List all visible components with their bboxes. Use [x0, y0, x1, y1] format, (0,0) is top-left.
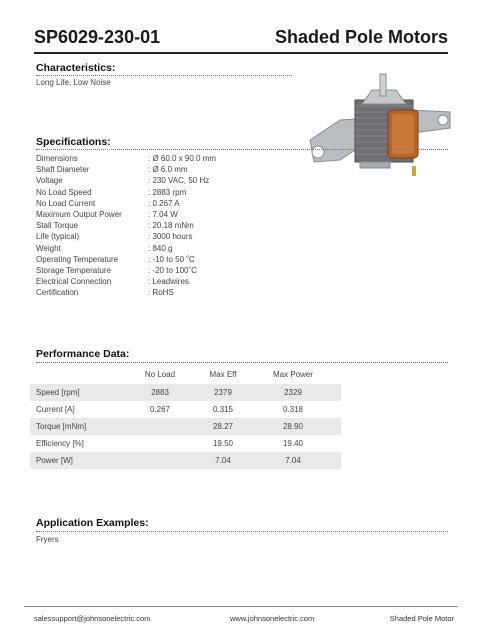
table-cell: 0.315 — [212, 405, 234, 414]
spec-row — [36, 154, 296, 165]
spec-row — [36, 221, 296, 232]
specifications-heading: Specifications: — [36, 136, 111, 148]
table-cell: 28.90 — [282, 422, 304, 431]
spec-value: : RoHS — [148, 288, 174, 298]
table-cell: 2883 — [151, 388, 169, 397]
product-category: Shaded Pole Motors — [274, 27, 448, 47]
header-divider — [34, 52, 448, 54]
spec-label: Shaft Diameter — [36, 165, 90, 175]
spec-label: Weight — [36, 243, 61, 253]
spec-label: Electrical Connection — [36, 277, 112, 287]
spec-row — [36, 176, 296, 187]
spec-value: : 7.04 W — [148, 209, 178, 219]
footer-label: Shaded Pole Motor — [389, 614, 454, 623]
spec-value: : 840 g — [148, 243, 173, 253]
spec-label: Voltage — [36, 176, 63, 186]
table-cell: 2379 — [214, 388, 232, 397]
spec-value: : 3000 hours — [148, 232, 193, 242]
spec-label: Life (typical) — [36, 232, 80, 242]
footer-email-link[interactable]: salessupport@johnsonelectric.com — [34, 614, 151, 623]
characteristics-heading: Characteristics: — [36, 62, 116, 74]
spec-label: No Load Speed — [36, 187, 92, 197]
spec-label: Stall Torque — [36, 221, 79, 231]
motor-product-image — [300, 70, 460, 190]
table-cell: 19.50 — [212, 439, 234, 448]
performance-table — [30, 367, 341, 469]
applications-divider — [36, 531, 448, 532]
table-cell: 19.40 — [282, 439, 304, 448]
spec-row — [36, 210, 296, 221]
row-label: Torque [mNm] — [36, 422, 87, 431]
spec-value: : 230 VAC, 50 Hz — [148, 176, 210, 186]
performance-header-row — [30, 367, 341, 384]
spec-row — [36, 288, 296, 299]
specifications-divider — [36, 149, 448, 150]
applications-heading: Application Examples: — [36, 517, 149, 529]
spec-row — [36, 266, 296, 277]
row-label: Current [A] — [36, 405, 75, 414]
row-label: Efficiency [%] — [36, 439, 84, 448]
footer-website-link[interactable]: www.johnsonelectric.com — [230, 614, 315, 623]
spec-value: : 20.18 mNm — [148, 221, 194, 231]
table-cell: 7.04 — [215, 456, 231, 465]
spec-value: : -20 to 100˚C — [148, 265, 197, 275]
spec-row — [36, 244, 296, 255]
table-cell: 7.04 — [285, 456, 301, 465]
row-label: Speed [rpm] — [36, 388, 80, 397]
column-header: No Load — [144, 370, 176, 379]
spec-row — [36, 188, 296, 199]
spec-label: No Load Current — [36, 198, 96, 208]
characteristics-divider — [36, 75, 292, 76]
column-header: Max Power — [272, 370, 313, 379]
characteristics-text: Long Life, Low Noise — [36, 78, 111, 87]
table-row — [30, 384, 341, 401]
table-cell: 2329 — [284, 388, 302, 397]
table-cell: 28.27 — [212, 422, 234, 431]
spec-row — [36, 255, 296, 266]
table-cell: 0.267 — [149, 405, 171, 414]
spec-value: : -10 to 50 ˚C — [148, 254, 195, 264]
table-row — [30, 418, 341, 435]
applications-text: Fryers — [36, 535, 59, 544]
column-header: Max Eff — [209, 370, 237, 379]
spec-row — [36, 199, 296, 210]
part-number: SP6029-230-01 — [34, 27, 161, 47]
row-label: Power [W] — [36, 456, 73, 465]
spec-value: : Leadwires — [148, 277, 189, 287]
spec-value: : 0.267 A — [148, 198, 180, 208]
table-cell: 0.318 — [282, 405, 304, 414]
table-row — [30, 452, 341, 469]
spec-row — [36, 165, 296, 176]
spec-label: Operating Temperature — [36, 254, 119, 264]
spec-label: Certification — [36, 288, 79, 298]
spec-value: : Ø 60.0 x 90.0 mm — [148, 154, 217, 163]
spec-label: Dimensions — [36, 154, 78, 163]
table-row — [30, 435, 341, 452]
table-row — [30, 401, 341, 418]
spec-label: Storage Temperature — [36, 265, 112, 275]
performance-divider — [36, 362, 448, 363]
spec-label: Maximum Output Power — [36, 209, 122, 219]
spec-value: : Ø 6.0 mm — [148, 165, 188, 175]
performance-heading: Performance Data: — [36, 348, 130, 360]
footer-divider — [24, 606, 458, 607]
specifications-list — [36, 154, 296, 299]
spec-row — [36, 232, 296, 243]
spec-row — [36, 277, 296, 288]
spec-value: : 2883 rpm — [148, 187, 187, 197]
